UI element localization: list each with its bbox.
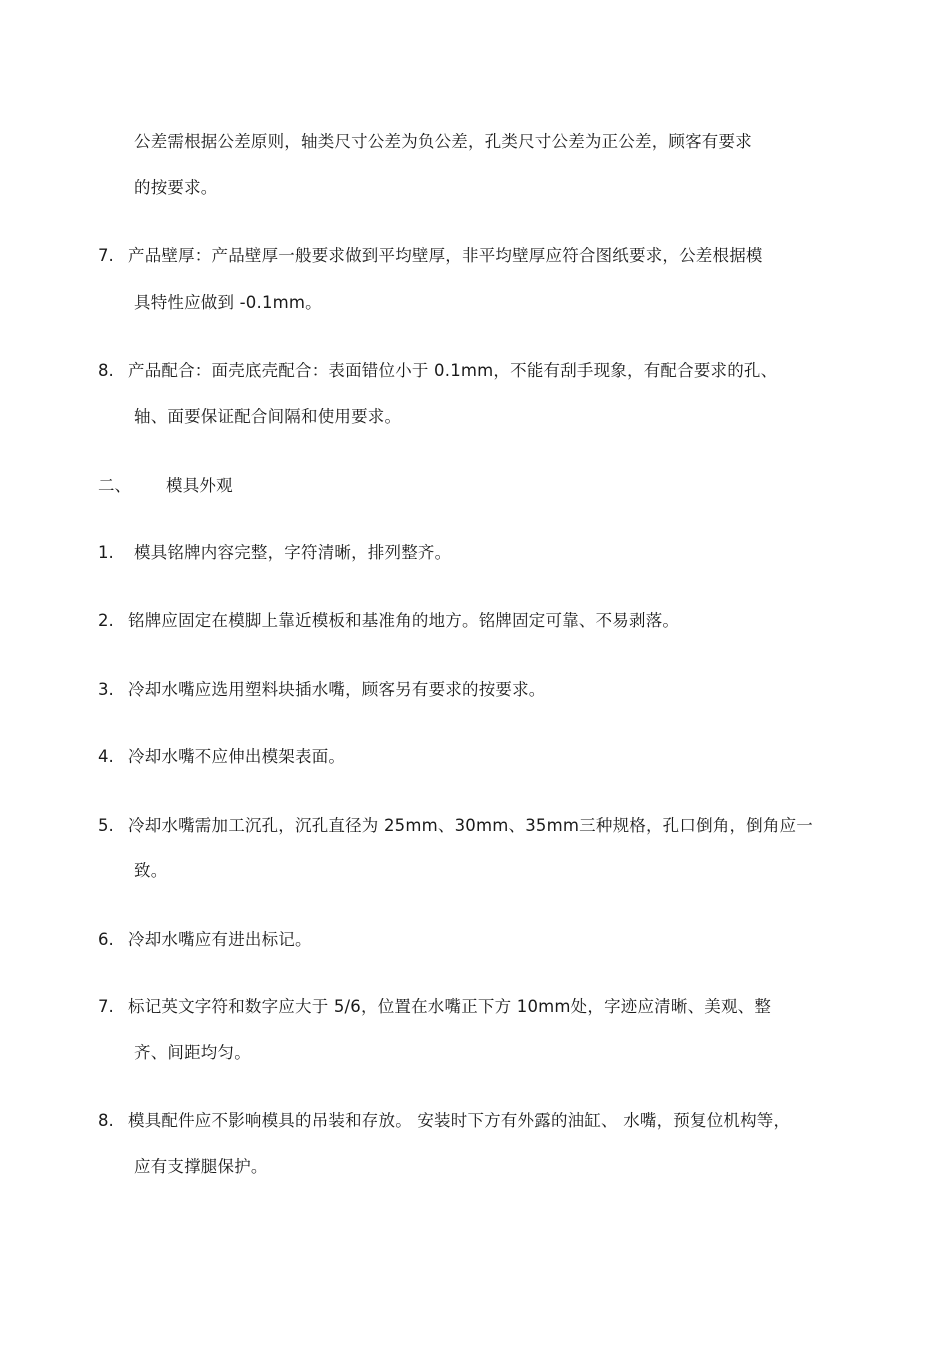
continuation-line-2: 的按要求。 (134, 178, 218, 197)
mold-item-2-line-1: 铭牌应固定在模脚上靠近模板和基准角的地方。铭牌固定可靠、不易剥落。 (128, 611, 680, 630)
mold-item-2-number: 2. (98, 611, 114, 630)
section-title: 模具外观 (166, 476, 233, 495)
product-item-8-line-1: 产品配合：面壳底壳配合：表面错位小于 0.1mm，不能有刮手现象，有配合要求的孔、 (128, 361, 778, 380)
mold-item-3-line-1: 冷却水嘴应选用塑料块插水嘴，顾客另有要求的按要求。 (128, 680, 546, 699)
mold-item-8-line-2: 应有支撑腿保护。 (134, 1157, 268, 1176)
mold-item-5-line-2: 致。 (134, 861, 168, 880)
mold-item-4-number: 4. (98, 747, 114, 766)
mold-item-1-number: 1. (98, 543, 114, 562)
mold-item-7-line-1: 标记英文字符和数字应大于 5/6，位置在水嘴正下方 10mm处，字迹应清晰、美观、整 (128, 997, 772, 1016)
mold-item-1-line-1: 模具铭牌内容完整，字符清晰，排列整齐。 (134, 543, 452, 562)
product-item-7-line-1: 产品壁厚：产品壁厚一般要求做到平均壁厚，非平均壁厚应符合图纸要求，公差根据模 (128, 246, 763, 265)
mold-item-8-line-1: 模具配件应不影响模具的吊装和存放。 安装时下方有外露的油缸、 水嘴，预复位机构等， (128, 1111, 791, 1130)
mold-item-3-number: 3. (98, 680, 114, 699)
product-item-8-number: 8. (98, 361, 114, 380)
product-item-7-line-2: 具特性应做到 -0.1mm。 (134, 293, 322, 312)
mold-item-4-line-1: 冷却水嘴不应伸出模架表面。 (128, 747, 346, 766)
continuation-line-1: 公差需根据公差原则，轴类尺寸公差为负公差，孔类尺寸公差为正公差，顾客有要求 (134, 132, 752, 151)
mold-item-6-number: 6. (98, 930, 114, 949)
section-number: 二、 (98, 476, 131, 495)
mold-item-8-number: 8. (98, 1111, 114, 1130)
product-item-8-line-2: 轴、面要保证配合间隔和使用要求。 (134, 407, 402, 426)
mold-item-5-number: 5. (98, 816, 114, 835)
mold-item-6-line-1: 冷却水嘴应有进出标记。 (128, 930, 312, 949)
product-item-7-number: 7. (98, 246, 114, 265)
mold-item-5-line-1: 冷却水嘴需加工沉孔，沉孔直径为 25mm、30mm、35mm三种规格，孔口倒角，倒角应一 (128, 816, 813, 835)
mold-item-7-number: 7. (98, 997, 114, 1016)
mold-item-7-line-2: 齐、间距均匀。 (134, 1043, 251, 1062)
